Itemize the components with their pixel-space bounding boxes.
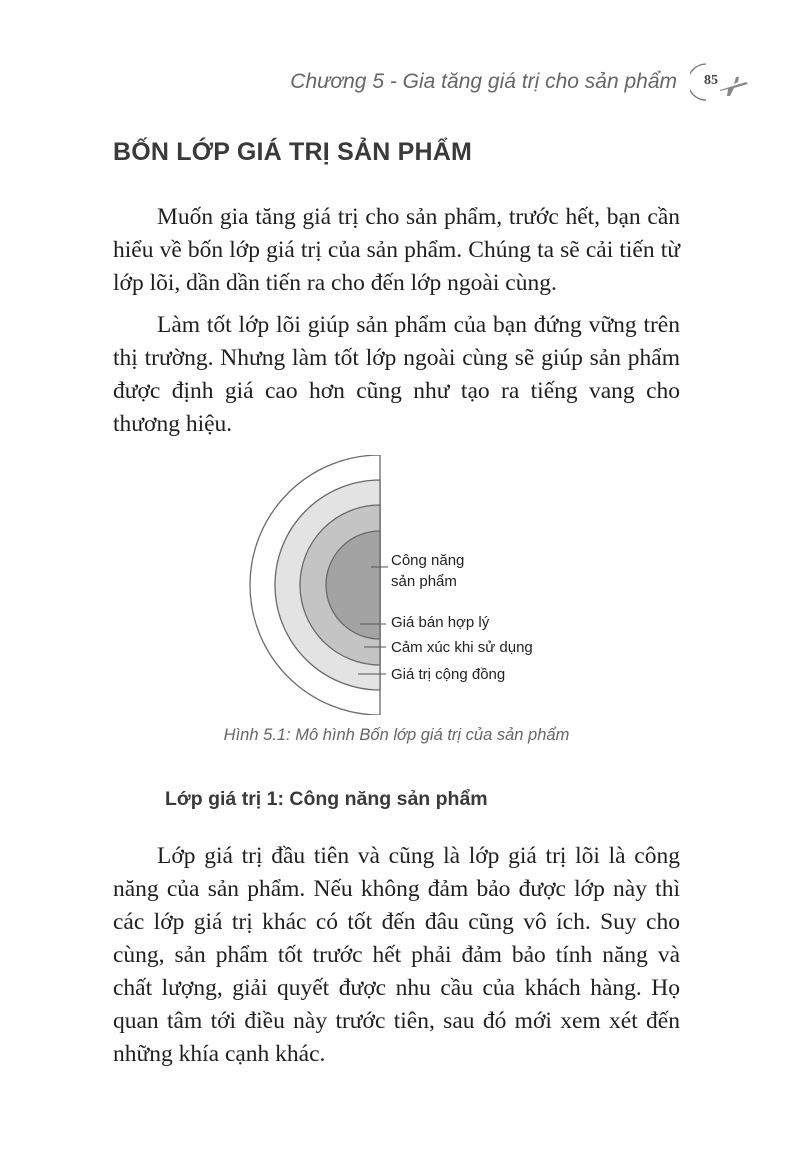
label-emotion: Cảm xúc khi sử dụng: [391, 639, 533, 656]
label-core-line2: sản phẩm: [391, 573, 457, 590]
airplane-icon: [690, 60, 752, 106]
label-core-line1: Công năng: [391, 552, 465, 569]
second-paragraph: Làm tốt lớp lõi giúp sản phẩm của bạn đứng vững trên thị trường. Nhưng làm tốt lớp ngoài cùng sẽ giúp sản phẩm được định giá cao hơn cũng như tạo ra tiếng vang cho thương hiệu.: [113, 312, 680, 437]
layer-diagram-svg: [230, 455, 590, 715]
page-number: 85: [704, 73, 718, 88]
subsection-heading: Lớp giá trị 1: Công năng sản phẩm: [165, 788, 488, 810]
section-heading: BỐN LỚP GIÁ TRỊ SẢN PHẨM: [113, 138, 473, 166]
label-community: Giá trị cộng đồng: [391, 666, 506, 683]
four-layer-diagram: [230, 455, 590, 715]
label-price: Giá bán hợp lý: [391, 614, 490, 631]
page-number-badge: [690, 60, 752, 106]
intro-paragraph: Muốn gia tăng giá trị cho sản phẩm, trước hết, bạn cần hiểu về bốn lớp giá trị của sản phẩm. Chúng ta sẽ cải tiến từ lớp lõi, dần dần tiến ra cho đến lớp ngoài cùng.: [113, 204, 680, 296]
figure-caption: Hình 5.1: Mô hình Bốn lớp giá trị của sản phẩm: [223, 726, 570, 744]
chapter-title: Chương 5 - Gia tăng giá trị cho sản phẩm: [290, 70, 677, 93]
subsection-paragraph: Lớp giá trị đầu tiên và cũng là lớp giá trị lõi là công năng của sản phẩm. Nếu không đảm bảo được lớp này thì các lớp giá trị khác có tốt đến đâu cũng vô ích. Suy cho cùng, sản phẩm tốt trước hết phải đảm bảo tính năng và chất lượng, giải quyết được nhu cầu của khách hàng. Họ quan tâm tới điều này trước tiên, sau đó mới xem xét đến những khía cạnh khác.: [113, 843, 680, 1067]
